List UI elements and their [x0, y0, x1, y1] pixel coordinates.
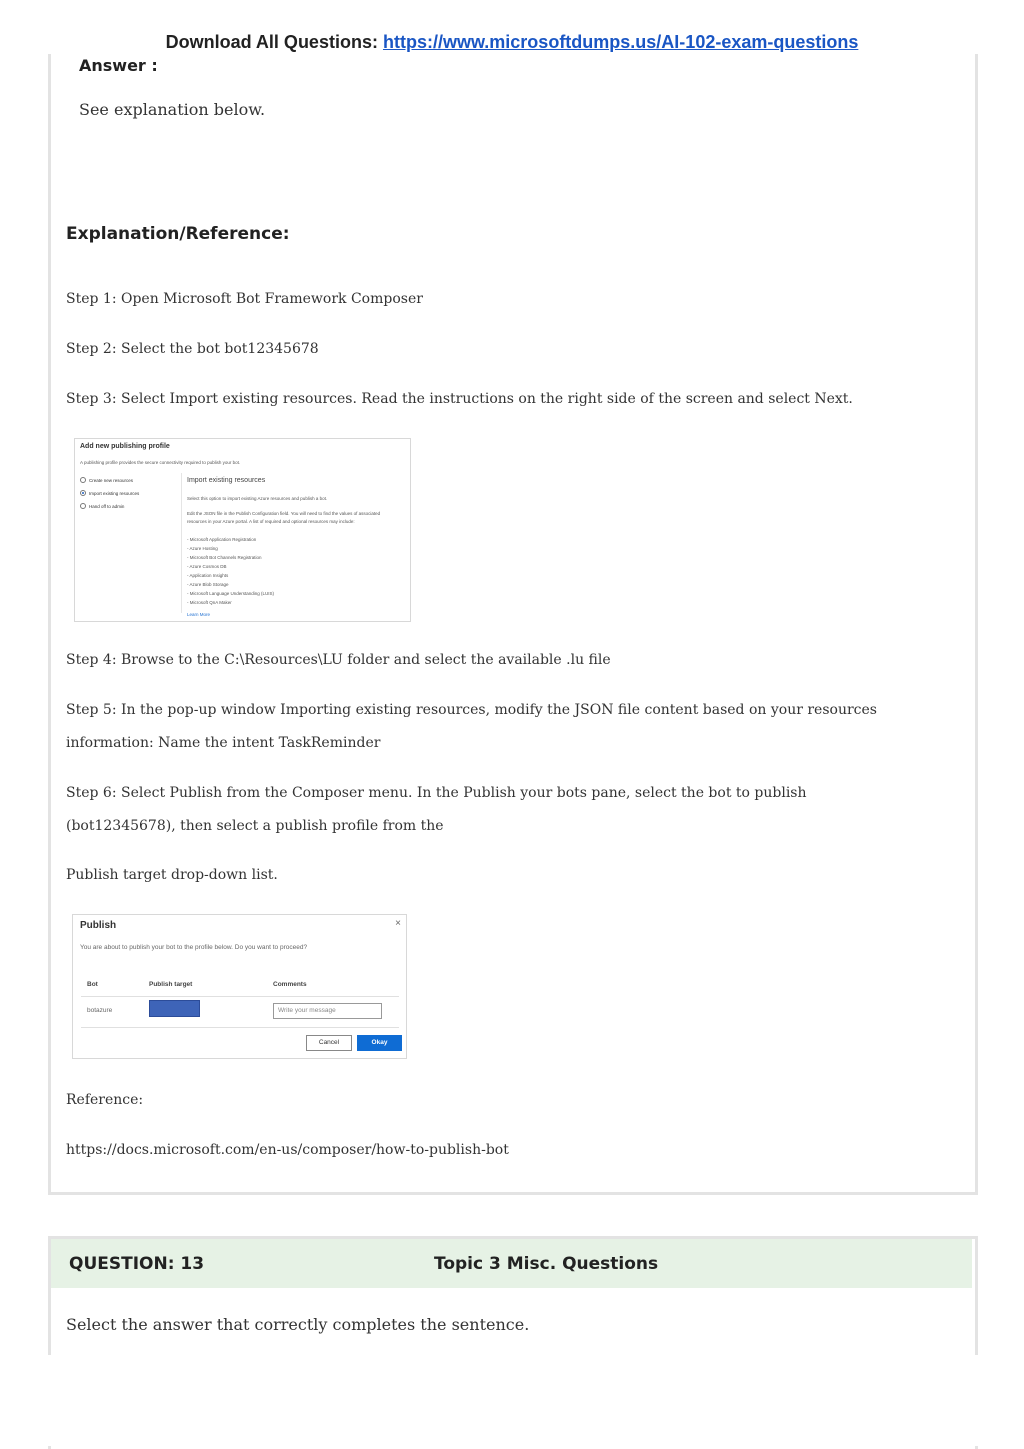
step-5: Step 5: In the pop-up window Importing existing resources, modify the JSON file content based on your resources [66, 702, 877, 718]
bot-name: botazure [87, 1007, 113, 1014]
profile-dialog-title: Add new publishing profile [80, 443, 170, 450]
reference-url[interactable]: https://docs.microsoft.com/en-us/composer/how-to-publish-bot [66, 1142, 509, 1158]
option-label: Create new resources [89, 477, 134, 483]
step-2: Step 2: Select the bot bot12345678 [66, 341, 319, 357]
option-label: Import existing resources [89, 490, 140, 496]
import-line: - Azure Cosmos DB [187, 564, 227, 569]
step-3: Step 3: Select Import existing resources. Read the instructions on the right side of the screen and select Next. [66, 391, 853, 407]
step-6: Step 6: Select Publish from the Composer menu. In the Publish your bots pane, select the bot to publish [66, 785, 807, 801]
radio-icon [80, 477, 86, 483]
import-line: - Azure Hosting [187, 546, 218, 551]
divider [181, 473, 182, 613]
step-6-target: Publish target drop-down list. [66, 867, 278, 883]
option-label: Hand off to admin [89, 503, 125, 509]
option-import-existing[interactable] [80, 490, 139, 496]
exam-questions-link[interactable]: https://www.microsoftdumps.us/AI-102-exam-questions [382, 32, 859, 52]
download-header [0, 32, 1024, 53]
question-topic: Topic 3 Misc. Questions [434, 1254, 659, 1274]
step-5-continued: information: Name the intent TaskReminder [66, 735, 381, 751]
column-comments: Comments [273, 981, 307, 988]
okay-button[interactable]: Okay [357, 1035, 402, 1051]
publish-dialog-subtitle: You are about to publish your bot to the profile below. Do you want to proceed? [80, 944, 308, 951]
question-text: Select the answer that correctly completes the sentence. [66, 1315, 530, 1334]
import-line: - Azure Blob Storage [187, 582, 229, 587]
publish-target-dropdown[interactable] [149, 1000, 200, 1017]
publish-dialog-screenshot [72, 914, 407, 1059]
answer-text: See explanation below. [79, 100, 266, 119]
cancel-button[interactable]: Cancel [306, 1035, 352, 1051]
import-line: - Microsoft QnA Maker [187, 600, 232, 605]
import-line: Select this option to import existing Azure resources and publish a bot. [187, 496, 328, 501]
publish-dialog-title: Publish [80, 920, 117, 931]
reference-label: Reference: [66, 1092, 144, 1108]
import-line: - Microsoft Language Understanding (LUIS) [187, 591, 275, 596]
divider [81, 996, 399, 997]
publishing-profile-screenshot [74, 438, 411, 622]
radio-selected-icon [80, 490, 86, 496]
radio-icon [80, 503, 86, 509]
column-bot: Bot [87, 981, 98, 988]
close-icon[interactable]: × [395, 918, 401, 929]
answer-title: Answer : [79, 56, 158, 75]
column-publish-target: Publish target [149, 981, 193, 988]
question-number: QUESTION: 13 [69, 1254, 205, 1274]
import-line: - Application Insights [187, 573, 229, 578]
option-create-new[interactable] [80, 477, 133, 483]
page-bottom-margin [0, 1355, 1024, 1446]
profile-dialog-subtitle: A publishing profile provides the secure connectivity required to publish your bot. [80, 460, 241, 465]
comment-input[interactable]: Write your message [273, 1003, 382, 1019]
step-6-continued: (bot12345678), then select a publish profile from the [66, 818, 444, 834]
step-4: Step 4: Browse to the C:\Resources\LU folder and select the available .lu file [66, 652, 611, 668]
import-line: Edit the JSON file in the Publish Configuration field. You will need to find the values of associated [187, 511, 381, 516]
explanation-title: Explanation/Reference: [66, 224, 290, 244]
divider [81, 1027, 399, 1028]
learn-more-link[interactable]: Learn More [187, 612, 211, 617]
import-line: - Microsoft Application Registration [187, 537, 257, 542]
option-hand-off[interactable] [80, 503, 124, 509]
header-label: Download All Questions: [165, 32, 378, 52]
import-heading: Import existing resources [187, 477, 266, 484]
import-line: resources in your Azure portal. A list of required and optional resources may include: [187, 519, 355, 524]
import-line: - Microsoft Bot Channels Registration [187, 555, 262, 560]
step-1: Step 1: Open Microsoft Bot Framework Composer [66, 291, 423, 307]
